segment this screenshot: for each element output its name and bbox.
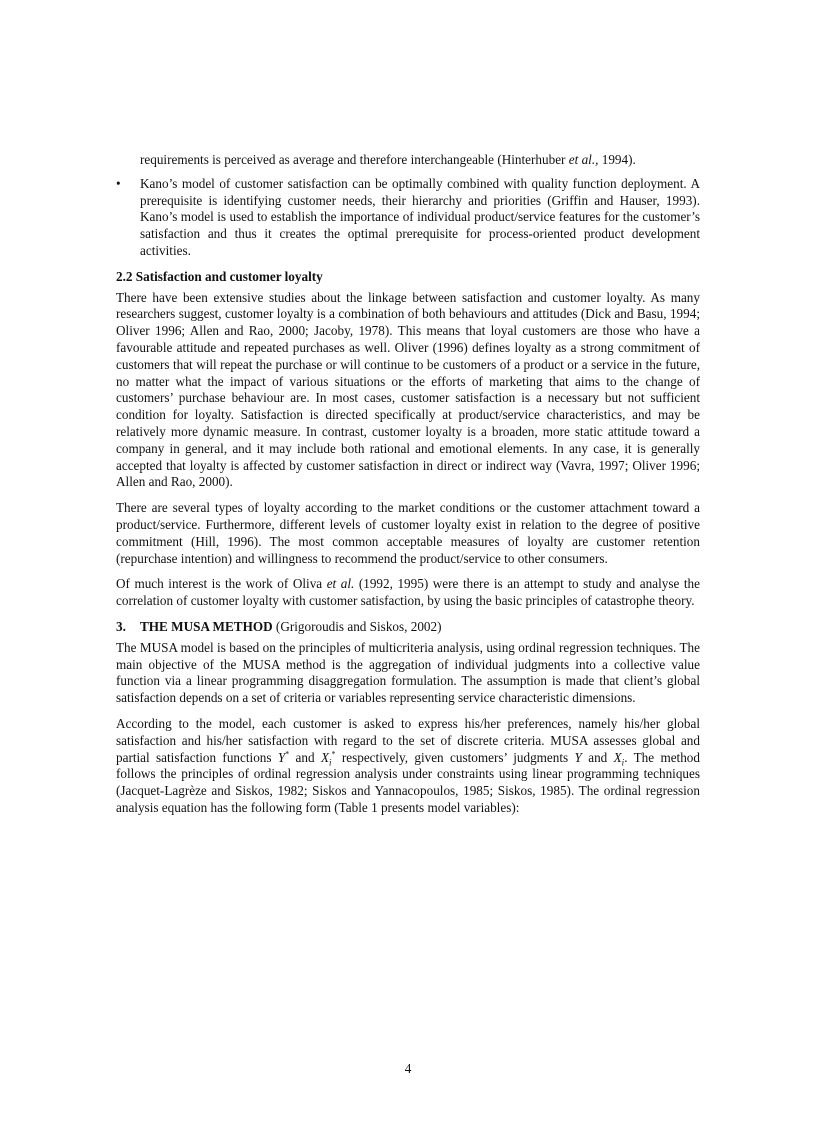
paragraph: There have been extensive studies about the linkage between satisfaction and customer loyalty. As many researchers suggest, customer loyalty is a combination of both behaviours and attitudes (Dick and Basu, 1994; Oliver 1996; Allen and Rao, 2000; Jacoby, 1978). This means that loyal customers are those who have a favourable attitude and repeated purchases as well. Oliver (1996) defines loyalty as a strong commitment of customers that will repeat the purchase or will continue to be customers of a product or a service in the future, no matter what the impact of various situations or the efforts of marketing that aims to the change of customers’ purchase behaviour are. In most cases, customer satisfaction is a necessary but not sufficient condition for loyalty. Satisfaction is directed specifically at product/service characteristics, and may be relatively more dynamic measure. In contrast, customer loyalty is a broaden, more static attitude toward a company in general, and it may include both rational and emotional elements. In any case, it is generally accepted that loyalty is affected by customer satisfaction in direct or indirect way (Vavra, 1997; Oliver 1996; Allen and Rao, 2000). <box>116 289 700 490</box>
bullet-text: Kano’s model of customer satisfaction can be optimally combined with quality function deployment. A prerequisite is identifying customer needs, their hierarchy and priorities (Griffin and Hauser, 1993). Kano’s model is used to establish the importance of individual product/service features for the customer’s satisfaction and thus it creates the optimal prerequisite for process-oriented product development activities. <box>140 175 700 258</box>
section-heading-3: 3. THE MUSA METHOD (Grigoroudis and Siskos, 2002) <box>116 618 442 634</box>
paragraph: Of much interest is the work of Oliva et al. (1992, 1995) were there is an attempt to study and analyse the correlation of customer loyalty with customer satisfaction, by using the basic principles of catastrophe theory. <box>116 576 700 609</box>
page-number: 4 <box>404 1061 412 1076</box>
section-heading-2-2: 2.2 Satisfaction and customer loyalty <box>116 268 323 284</box>
paragraph-with-math: According to the model, each customer is asked to express his/her preferences, namely his/her global satisfaction and his/her satisfaction with regard to the set of discrete criteria. MUSA assesses global and partial satisfaction functions Y* and $X_i^*$ respectively, given customers’ judgments Y and $X_i$. The method follows the principles of ordinal regression analysis under constraints using linear programming techniques (Jacquet-Lagrèze and Siskos, 1982; Siskos and Yannacopoulos, 1985; Siskos, 1985). The ordinal regression analysis equation has the following form (Table 1 presents model variables): <box>116 715 700 815</box>
continued-paragraph: requirements is perceived as average and therefore interchangeable (Hinterhuber et al., 1994). <box>140 152 636 167</box>
bullet-icon: • <box>116 175 121 191</box>
paragraph: There are several types of loyalty according to the market conditions or the customer attachment toward a product/service. Furthermore, different levels of customer loyalty exist in relation to the degree of positive commitment (Hill, 1996). The most common acceptable measures of loyalty are customer retention (repurchase intention) and willingness to recommend the product/service to other consumers. <box>116 500 700 566</box>
page-body <box>116 152 700 826</box>
paragraph: The MUSA model is based on the principles of multicriteria analysis, using ordinal regression techniques. The main objective of the MUSA method is the aggregation of individual judgments into a collective value function via a linear programming disaggregation formulation. The assumption is made that client’s global satisfaction depends on a set of criteria or variables representing service characteristic dimensions. <box>116 639 700 706</box>
bullet-item <box>116 176 700 260</box>
